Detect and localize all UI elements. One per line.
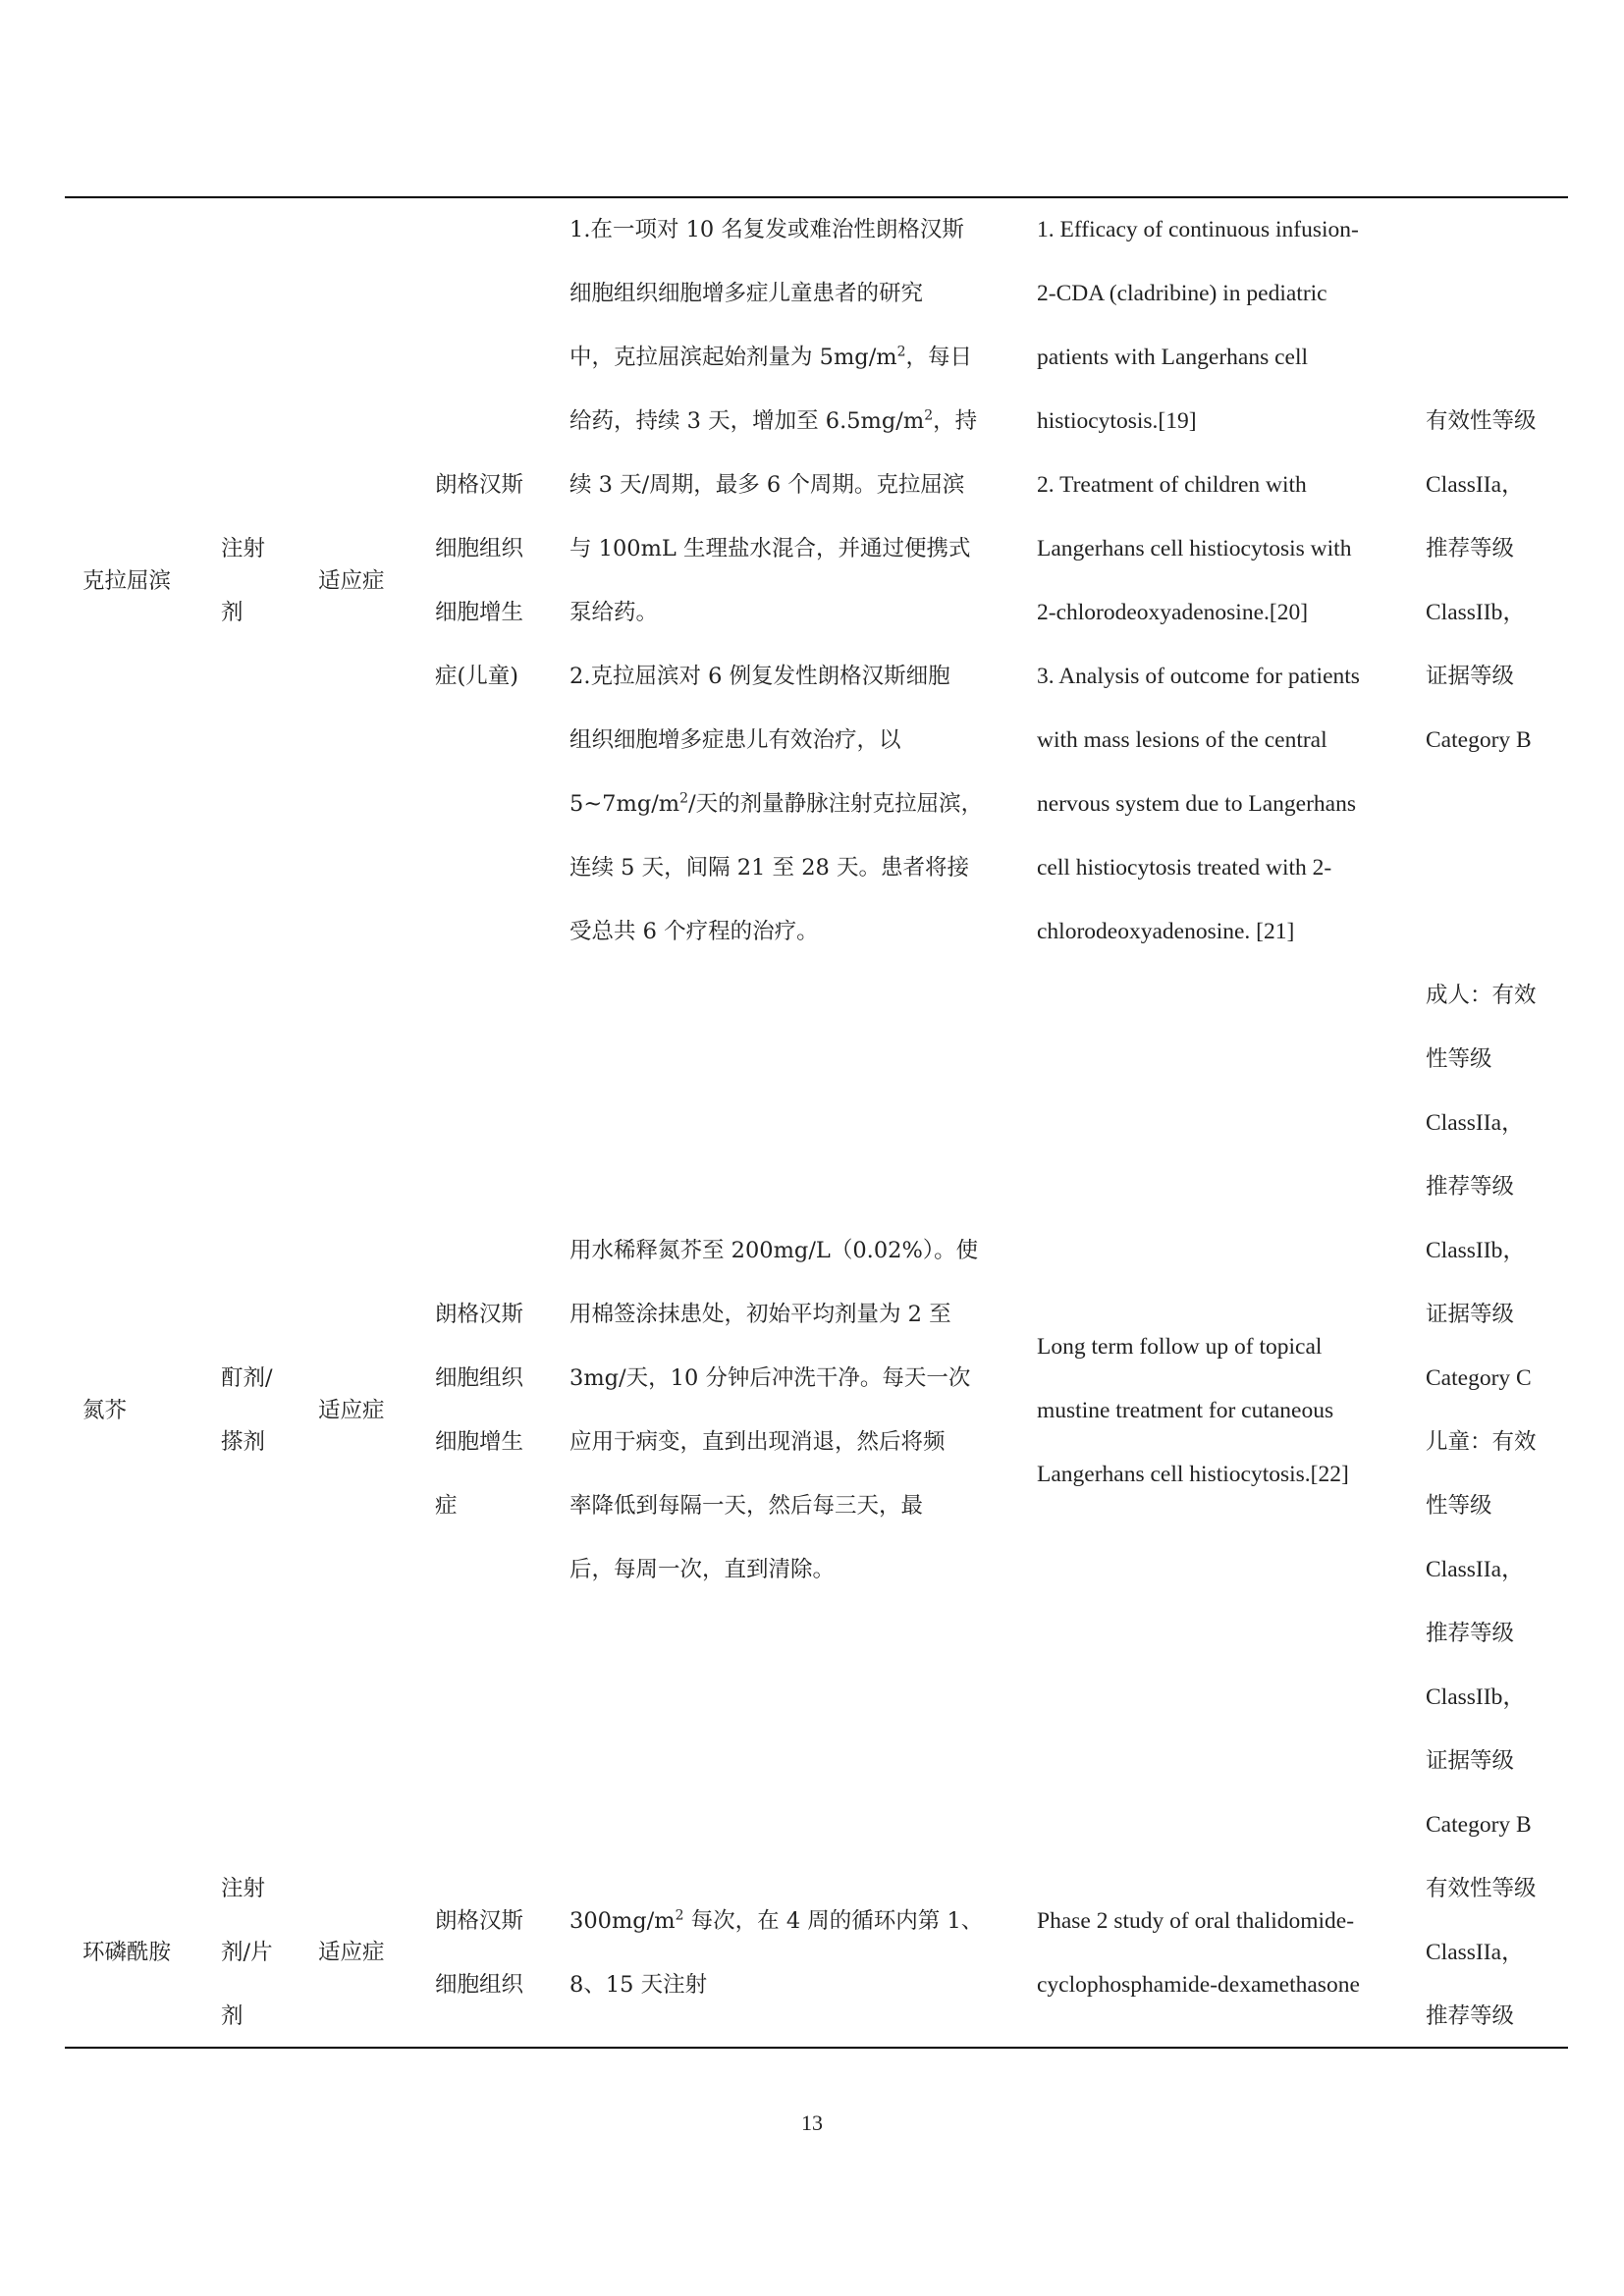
category-text: 适应症 xyxy=(318,568,385,594)
dosage-form-line: 注射 xyxy=(221,1876,266,1901)
usage-line: $300mg/m^2$ 每次，在 4 周的循环内第 1、 xyxy=(569,1907,984,1934)
row3-evidence xyxy=(1037,1890,1360,2017)
grade-line: 儿童：有效 xyxy=(1426,1429,1537,1455)
usage-line: 用水稀释氮芥至 200mg/L（0.02%）。使 xyxy=(569,1238,979,1263)
row2-evidence xyxy=(1037,1315,1349,1507)
indication-line: 细胞组织 xyxy=(435,1972,524,1998)
row2-indication xyxy=(435,1283,523,1538)
grade-line: 推荐等级 xyxy=(1426,536,1515,561)
usage-line: 组织细胞增多症患儿有效治疗，以 xyxy=(569,727,901,753)
evidence-line: Langerhans cell histiocytosis with xyxy=(1037,536,1352,561)
indication-line: 朗格汉斯 xyxy=(435,472,524,498)
grade-line: 证据等级 xyxy=(1426,664,1515,689)
evidence-line: Phase 2 study of oral thalidomide- xyxy=(1037,1908,1355,1934)
row1-dosage-form xyxy=(221,517,265,645)
grade-line: 推荐等级 xyxy=(1426,1621,1515,1646)
evidence-line: 3. Analysis of outcome for patients xyxy=(1037,664,1360,689)
grade-line: 性等级 xyxy=(1426,1493,1492,1519)
grade-line: ClassIIb， xyxy=(1426,1238,1526,1263)
category-text: 适应症 xyxy=(318,1940,385,1965)
usage-line: 与 100mL 生理盐水混合，并通过便携式 xyxy=(569,536,971,561)
grade-line: ClassIIa， xyxy=(1426,1110,1525,1136)
row2-usage xyxy=(569,1219,978,1602)
indication-line: 细胞增生 xyxy=(435,1429,524,1455)
drug-name-text: 克拉屈滨 xyxy=(82,568,172,594)
grade-line: 成人：有效 xyxy=(1426,983,1537,1008)
grade-line: ClassIIa， xyxy=(1426,1557,1525,1582)
evidence-line: 2-CDA (cladribine) in pediatric xyxy=(1037,281,1327,306)
grade-line: ClassIIb， xyxy=(1426,600,1526,625)
usage-line: 细胞组织细胞增多症儿童患者的研究 xyxy=(569,281,924,306)
row1-indication xyxy=(435,454,523,709)
grade-line: Category B xyxy=(1426,1812,1532,1838)
drug-name-text: 环磷酰胺 xyxy=(82,1940,172,1965)
evidence-line: 1. Efficacy of continuous infusion- xyxy=(1037,217,1359,242)
indication-line: 细胞增生 xyxy=(435,600,524,625)
indication-line: 症(儿童) xyxy=(435,664,519,689)
grade-line: Category B xyxy=(1426,727,1532,753)
evidence-line: 2. Treatment of children with xyxy=(1037,472,1307,498)
indication-line: 细胞组织 xyxy=(435,536,524,561)
row2-grade xyxy=(1426,964,1537,1857)
grade-line: 证据等级 xyxy=(1426,1748,1515,1774)
grade-line: 推荐等级 xyxy=(1426,1174,1515,1200)
usage-line: 续 3 天/周期，最多 6 个周期。克拉屈滨 xyxy=(569,472,965,498)
usage-line: 3mg/天，10 分钟后冲洗干净。每天一次 xyxy=(569,1365,971,1391)
indication-line: 朗格汉斯 xyxy=(435,1908,524,1934)
evidence-line: patients with Langerhans cell xyxy=(1037,345,1309,370)
usage-line: 应用于病变，直到出现消退，然后将频 xyxy=(569,1429,946,1455)
grade-line: 有效性等级 xyxy=(1426,408,1537,434)
evidence-line: nervous system due to Langerhans xyxy=(1037,791,1357,817)
grade-line: 性等级 xyxy=(1426,1046,1492,1072)
usage-line: 受总共 6 个疗程的治疗。 xyxy=(569,919,819,944)
category-text: 适应症 xyxy=(318,1398,385,1423)
usage-line: 连续 5 天，间隔 21 至 28 天。患者将接 xyxy=(569,855,969,881)
dosage-form-line: 酊剂/ xyxy=(221,1365,273,1391)
drug-name-text: 氮芥 xyxy=(82,1398,128,1423)
row1-grade xyxy=(1426,390,1537,773)
usage-line: 用棉签涂抹患处，初始平均剂量为 2 至 xyxy=(569,1302,951,1327)
usage-line: 给药，持续 3 天，增加至 $6.5mg/m^2$，持 xyxy=(569,407,978,434)
usage-line: 泵给药。 xyxy=(569,600,659,625)
row1-drug-name xyxy=(82,550,171,614)
usage-line: 8、15 天注射 xyxy=(569,1972,708,1998)
evidence-line: Langerhans cell histiocytosis.[22] xyxy=(1037,1462,1349,1487)
grade-line: 证据等级 xyxy=(1426,1302,1515,1327)
indication-line: 朗格汉斯 xyxy=(435,1302,524,1327)
row3-grade xyxy=(1426,1857,1537,2049)
dosage-form-line: 搽剂 xyxy=(221,1429,266,1455)
row3-dosage-form xyxy=(221,1857,273,2049)
row2-category xyxy=(318,1379,385,1443)
usage-line: 中，克拉屈滨起始剂量为 $5mg/m^2$，每日 xyxy=(569,344,973,370)
evidence-line: mustine treatment for cutaneous xyxy=(1037,1398,1334,1423)
row3-usage xyxy=(569,1890,983,2017)
usage-line: 2.克拉屈滨对 6 例复发性朗格汉斯细胞 xyxy=(569,664,950,689)
dosage-form-line: 剂/片 xyxy=(221,1940,273,1965)
usage-line: 率降低到每隔一天，然后每三天，最 xyxy=(569,1493,924,1519)
row3-drug-name xyxy=(82,1921,171,1985)
grade-line: 推荐等级 xyxy=(1426,2003,1515,2029)
row2-drug-name xyxy=(82,1379,127,1443)
indication-line: 症 xyxy=(435,1493,458,1519)
row2-dosage-form xyxy=(221,1347,273,1474)
evidence-line: cyclophosphamide-dexamethasone xyxy=(1037,1972,1360,1998)
evidence-line: with mass lesions of the central xyxy=(1037,727,1327,753)
row3-indication xyxy=(435,1890,523,2017)
row1-category xyxy=(318,550,385,614)
page-number: 13 xyxy=(801,2110,823,2135)
grade-line: Category C xyxy=(1426,1365,1532,1391)
usage-line: 后，每周一次，直到清除。 xyxy=(569,1557,836,1582)
grade-line: ClassIIa， xyxy=(1426,472,1525,498)
usage-line: $5\sim 7mg/m^2/$天的剂量静脉注射克拉屈滨， xyxy=(569,790,984,817)
row1-usage xyxy=(569,198,983,964)
dosage-form-line: 剂 xyxy=(221,2003,244,2029)
grade-line: 有效性等级 xyxy=(1426,1876,1537,1901)
evidence-line: chlorodeoxyadenosine. [21] xyxy=(1037,919,1295,944)
grade-line: ClassIIa， xyxy=(1426,1940,1525,1965)
evidence-line: 2-chlorodeoxyadenosine.[20] xyxy=(1037,600,1309,625)
evidence-line: Long term follow up of topical xyxy=(1037,1334,1323,1360)
table-bottom-rule xyxy=(65,2047,1568,2049)
indication-line: 细胞组织 xyxy=(435,1365,524,1391)
dosage-form-line: 剂 xyxy=(221,600,244,625)
evidence-line: cell histiocytosis treated with 2- xyxy=(1037,855,1332,881)
row3-category xyxy=(318,1921,385,1985)
row1-evidence xyxy=(1037,198,1360,964)
grade-line: ClassIIb， xyxy=(1426,1684,1526,1710)
evidence-line: histiocytosis.[19] xyxy=(1037,408,1197,434)
dosage-form-line: 注射 xyxy=(221,536,266,561)
usage-line: 1.在一项对 10 名复发或难治性朗格汉斯 xyxy=(569,217,964,242)
